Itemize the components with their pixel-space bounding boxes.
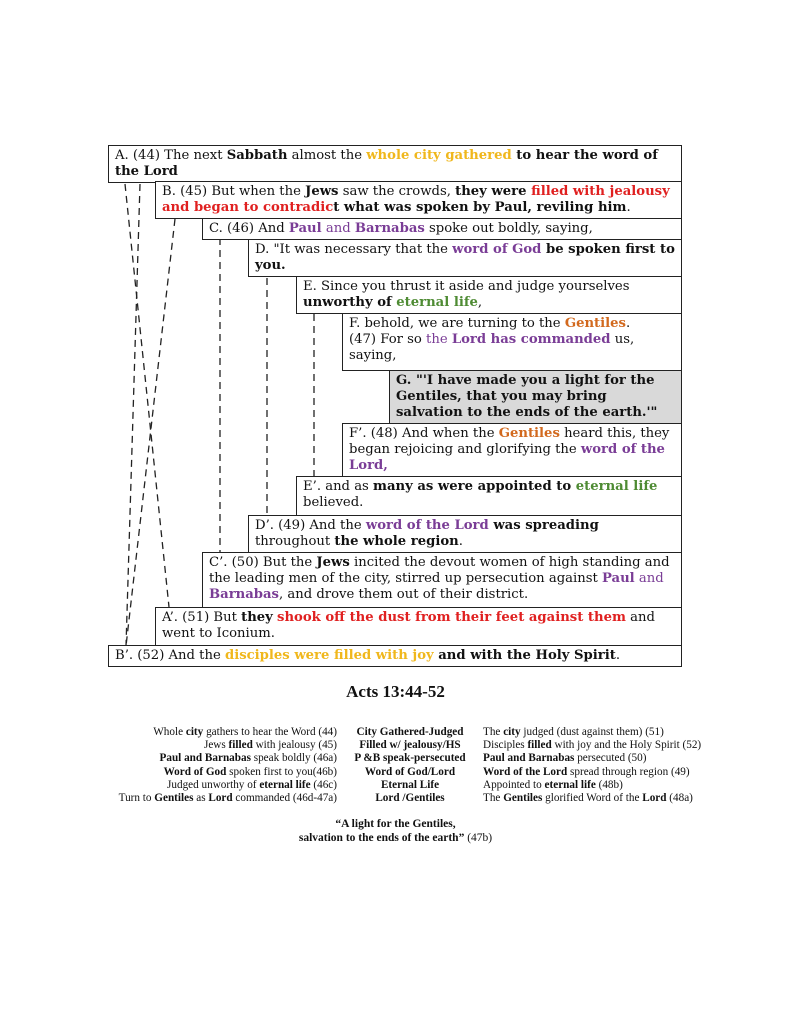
summary-theme: P &B speak-persecuted <box>354 752 466 765</box>
box-d-prime: D’. (49) And the word of the Lord was spreading throughout the whole region. <box>248 515 682 553</box>
box-e-prime: E’. and as many as were appointed to eternal life believed. <box>296 476 682 516</box>
summary-theme: Word of God/Lord <box>364 765 456 778</box>
line-a-to-b-prime <box>126 184 140 646</box>
page-title: Acts 13:44-52 <box>346 682 445 701</box>
box-f: F. behold, we are turning to the Gentiles. (47) For so the Lord has commanded us, saying, <box>342 313 682 371</box>
summary-row: Paul and Barnabas persecuted (50) <box>483 752 647 765</box>
summary-row: The Gentiles glorified Word of the Lord (48a) <box>483 792 693 805</box>
summary-middle-column <box>335 726 485 805</box>
summary-row: Jews filled with jealousy (45) <box>203 739 337 752</box>
box-d: D. "It was necessary that the word of God be spoken first to you. <box>248 239 682 277</box>
summary-row: Judged unworthy of eternal life (46c) <box>167 778 337 791</box>
summary-row: Word of God spoken first to you(46b) <box>163 765 337 778</box>
summary-theme: Filled w/ jealousy/HS <box>359 739 461 752</box>
summary-row: Turn to Gentiles as Lord commanded (46d-47a) <box>118 792 337 805</box>
summary-right-column <box>483 726 701 805</box>
summary-row: Paul and Barnabas speak boldly (46a) <box>159 752 337 765</box>
line-b-to-b-prime <box>126 219 175 646</box>
summary-theme: City Gathered-Judged <box>356 726 464 738</box>
line-a-to-a-prime <box>125 184 169 607</box>
summary-theme: Lord /Gentiles <box>375 792 445 805</box>
box-e: E. Since you thrust it aside and judge yourselves unworthy of eternal life, <box>296 276 682 314</box>
summary-row: Whole city gathers to hear the Word (44) <box>153 726 337 738</box>
box-b-prime: B’. (52) And the disciples were filled with joy and with the Holy Spirit. <box>108 645 682 667</box>
summary-row: Word of the Lord spread through region (49) <box>483 765 690 778</box>
summary-row: The city judged (dust against them) (51) <box>483 726 664 738</box>
box-c: C. (46) And Paul and Barnabas spoke out boldly, saying, <box>202 218 682 240</box>
summary-left-column <box>119 726 337 805</box>
summary-theme: Eternal Life <box>380 778 440 791</box>
box-a: A. (44) The next Sabbath almost the whole city gathered to hear the word of the Lord <box>108 145 682 183</box>
box-c-prime: C’. (50) But the Jews incited the devout women of high standing and the leading men of the city, stirred up persecution against Paul and Barnabas, and drove them out of their district. <box>202 552 682 608</box>
summary-row: Appointed to eternal life (48b) <box>483 778 623 791</box>
center-quote: “A light for the Gentiles, salvation to the ends of the earth” (47b) <box>298 818 493 844</box>
box-f-prime: F’. (48) And when the Gentiles heard this, they began rejoicing and glorifying the word of the Lord, <box>342 423 682 477</box>
box-b: B. (45) But when the Jews saw the crowds, they were filled with jealousy and began to contradict what was spoken by Paul, reviling him. <box>155 181 682 219</box>
box-g-center: G. "'I have made you a light for the Gentiles, that you may bring salvation to the ends of the earth.'" <box>389 370 682 424</box>
box-a-prime: A’. (51) But they shook off the dust from their feet against them and went to Iconium. <box>155 607 682 646</box>
summary-row: Disciples filled with joy and the Holy Spirit (52) <box>483 739 702 752</box>
